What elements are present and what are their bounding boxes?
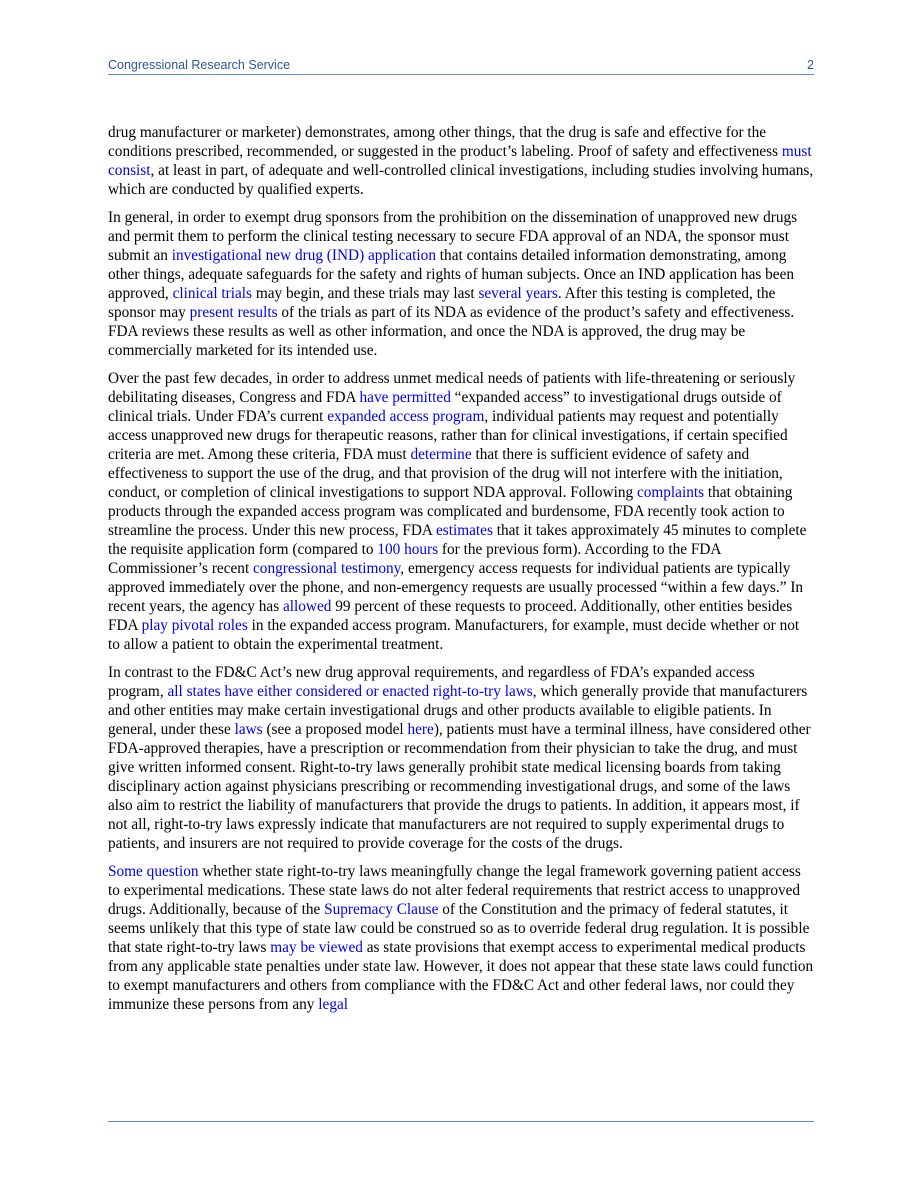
hyperlink[interactable]: may be viewed xyxy=(270,939,363,956)
hyperlink[interactable]: several years xyxy=(478,285,558,302)
hyperlink[interactable]: estimates xyxy=(435,522,493,539)
hyperlink[interactable]: legal xyxy=(318,996,349,1013)
hyperlink[interactable]: play pivotal roles xyxy=(141,617,248,634)
paragraph-text: (see a proposed model xyxy=(262,721,408,738)
paragraph-text: , emergency access requests for individual patients are typically approved immediately over the phone, and non-emergency requests are usually processed “within a few days.” In recent years, the agency has xyxy=(108,560,804,615)
paragraph xyxy=(108,369,814,654)
paragraph-text: In general, in order to exempt drug sponsors from the prohibition on the dissemination of unapproved new drugs and permit them to perform the clinical testing necessary to secure FDA approval of an NDA, the sponsor must submit an xyxy=(108,209,798,264)
paragraph-text: whether state right-to-try laws meaningfully change the legal framework governing patient access to experimental medications. These state laws do not alter federal requirements that restrict access to unapproved drugs. Additionally, because of the xyxy=(108,863,801,918)
hyperlink[interactable]: investigational new drug (IND) application xyxy=(171,247,436,264)
paragraph-text: that contains detailed information demonstrating, among other things, adequate safeguards for the safety and rights of human subjects. Once an IND application has been approved, xyxy=(108,247,795,302)
hyperlink[interactable]: Supremacy Clause xyxy=(324,901,439,918)
paragraph-text: “expanded access” to investigational drugs outside of clinical trials. Under FDA’s current xyxy=(108,389,782,425)
hyperlink[interactable]: have permitted xyxy=(359,389,451,406)
paragraph-text: In contrast to the FD&C Act’s new drug approval requirements, and regardless of FDA’s expanded access program, xyxy=(108,664,755,700)
paragraph xyxy=(108,123,814,199)
paragraph-text: as state provisions that exempt access to experimental medical products from any applicable state penalties under state law. However, it does not appear that these state laws could function to exempt manufacturers and others from compliance with the FD&C Act and other federal laws, nor could they immunize these persons from any xyxy=(108,939,814,1013)
paragraph-text: , which generally provide that manufacturers and other entities may make certain investigational drugs and other products available to eligible patients. In general, under these xyxy=(108,683,808,738)
paragraph-text: 99 percent of these requests to proceed. Additionally, other entities besides FDA xyxy=(108,598,793,634)
header-divider xyxy=(108,74,814,75)
footer-divider xyxy=(108,1121,814,1122)
header-source: Congressional Research Service xyxy=(108,58,291,72)
paragraph xyxy=(108,208,814,360)
hyperlink[interactable]: determine xyxy=(410,446,472,463)
paragraph-text: for the previous form). According to the FDA Commissioner’s recent xyxy=(108,541,721,577)
paragraph-text: may begin, and these trials may last xyxy=(252,285,479,302)
hyperlink[interactable]: Some question xyxy=(108,863,199,880)
hyperlink[interactable]: all states have either considered or enacted right-to-try laws xyxy=(167,683,533,700)
hyperlink[interactable]: clinical trials xyxy=(172,285,253,302)
paragraph-text: that there is sufficient evidence of safety and effectiveness to support the use of the drug, and that provision of the drug will not interfere with the initiation, conduct, or completion of clinical investigations to support NDA approval. Following xyxy=(108,446,783,501)
hyperlink[interactable]: congressional testimony xyxy=(253,560,401,577)
paragraph-text: of the trials as part of its NDA as evidence of the product’s safety and effectiveness. FDA reviews these results as well as other information, and once the NDA is approved, the drug may be commercially marketed for its intended use. xyxy=(108,304,795,359)
paragraph-text: drug manufacturer or marketer) demonstrates, among other things, that the drug is safe and effective for the conditions prescribed, recommended, or suggested in the product’s labeling. Proof of safety and effectiveness xyxy=(108,124,782,160)
paragraph-text: Over the past few decades, in order to address unmet medical needs of patients with life-threatening or seriously debilitating diseases, Congress and FDA xyxy=(108,370,796,406)
hyperlink[interactable]: 100 hours xyxy=(377,541,439,558)
hyperlink[interactable]: expanded access program xyxy=(327,408,485,425)
paragraph-text: ), patients must have a terminal illness, have considered other FDA-approved therapies, have a prescription or recommendation from their physician to take the drug, and must give written informed consent. Right-to-try laws generally prohibit state medical licensing boards from taking disciplinary action against physicians prescribing or recommending investigational drugs, and some of the laws also aim to restrict the liability of manufacturers that provide the drugs to patients. In addition, it appears most, if not all, right-to-try laws expressly indicate that manufacturers are not required to supply experimental drugs to patients, and insurers are not required to provide coverage for the costs of the drugs. xyxy=(108,721,811,852)
hyperlink[interactable]: present results xyxy=(189,304,278,321)
paragraph-text: , at least in part, of adequate and well-controlled clinical investigations, including studies involving humans, which are conducted by qualified experts. xyxy=(108,162,814,198)
paragraph-text: in the expanded access program. Manufacturers, for example, must decide whether or not to allow a patient to obtain the experimental treatment. xyxy=(108,617,800,653)
paragraph xyxy=(108,862,814,1014)
hyperlink[interactable]: complaints xyxy=(636,484,705,501)
paragraph-text: of the Constitution and the primacy of federal statutes, it seems unlikely that this type of state law could be construed so as to override federal drug regulation. It is possible that state right-to-try laws xyxy=(108,901,810,956)
hyperlink[interactable]: laws xyxy=(234,721,263,738)
hyperlink[interactable]: here xyxy=(407,721,434,738)
paragraph-text: , individual patients may request and potentially access unapproved new drugs for therapeutic reasons, rather than for clinical investigations, if certain specified criteria are met. Among these criteria, FDA must xyxy=(108,408,788,463)
page-number: 2 xyxy=(807,58,814,72)
paragraph-text: that it takes approximately 45 minutes to complete the requisite application form (compared to xyxy=(108,522,807,558)
document-body xyxy=(108,123,814,1023)
paragraph-text: . After this testing is completed, the sponsor may xyxy=(108,285,776,321)
page-header xyxy=(108,58,814,75)
paragraph-text: that obtaining products through the expanded access program was complicated and burdensome, FDA recently took action to streamline the process. Under this new process, FDA xyxy=(108,484,793,539)
paragraph xyxy=(108,663,814,853)
hyperlink[interactable]: allowed xyxy=(282,598,332,615)
hyperlink[interactable]: must consist xyxy=(108,143,812,179)
